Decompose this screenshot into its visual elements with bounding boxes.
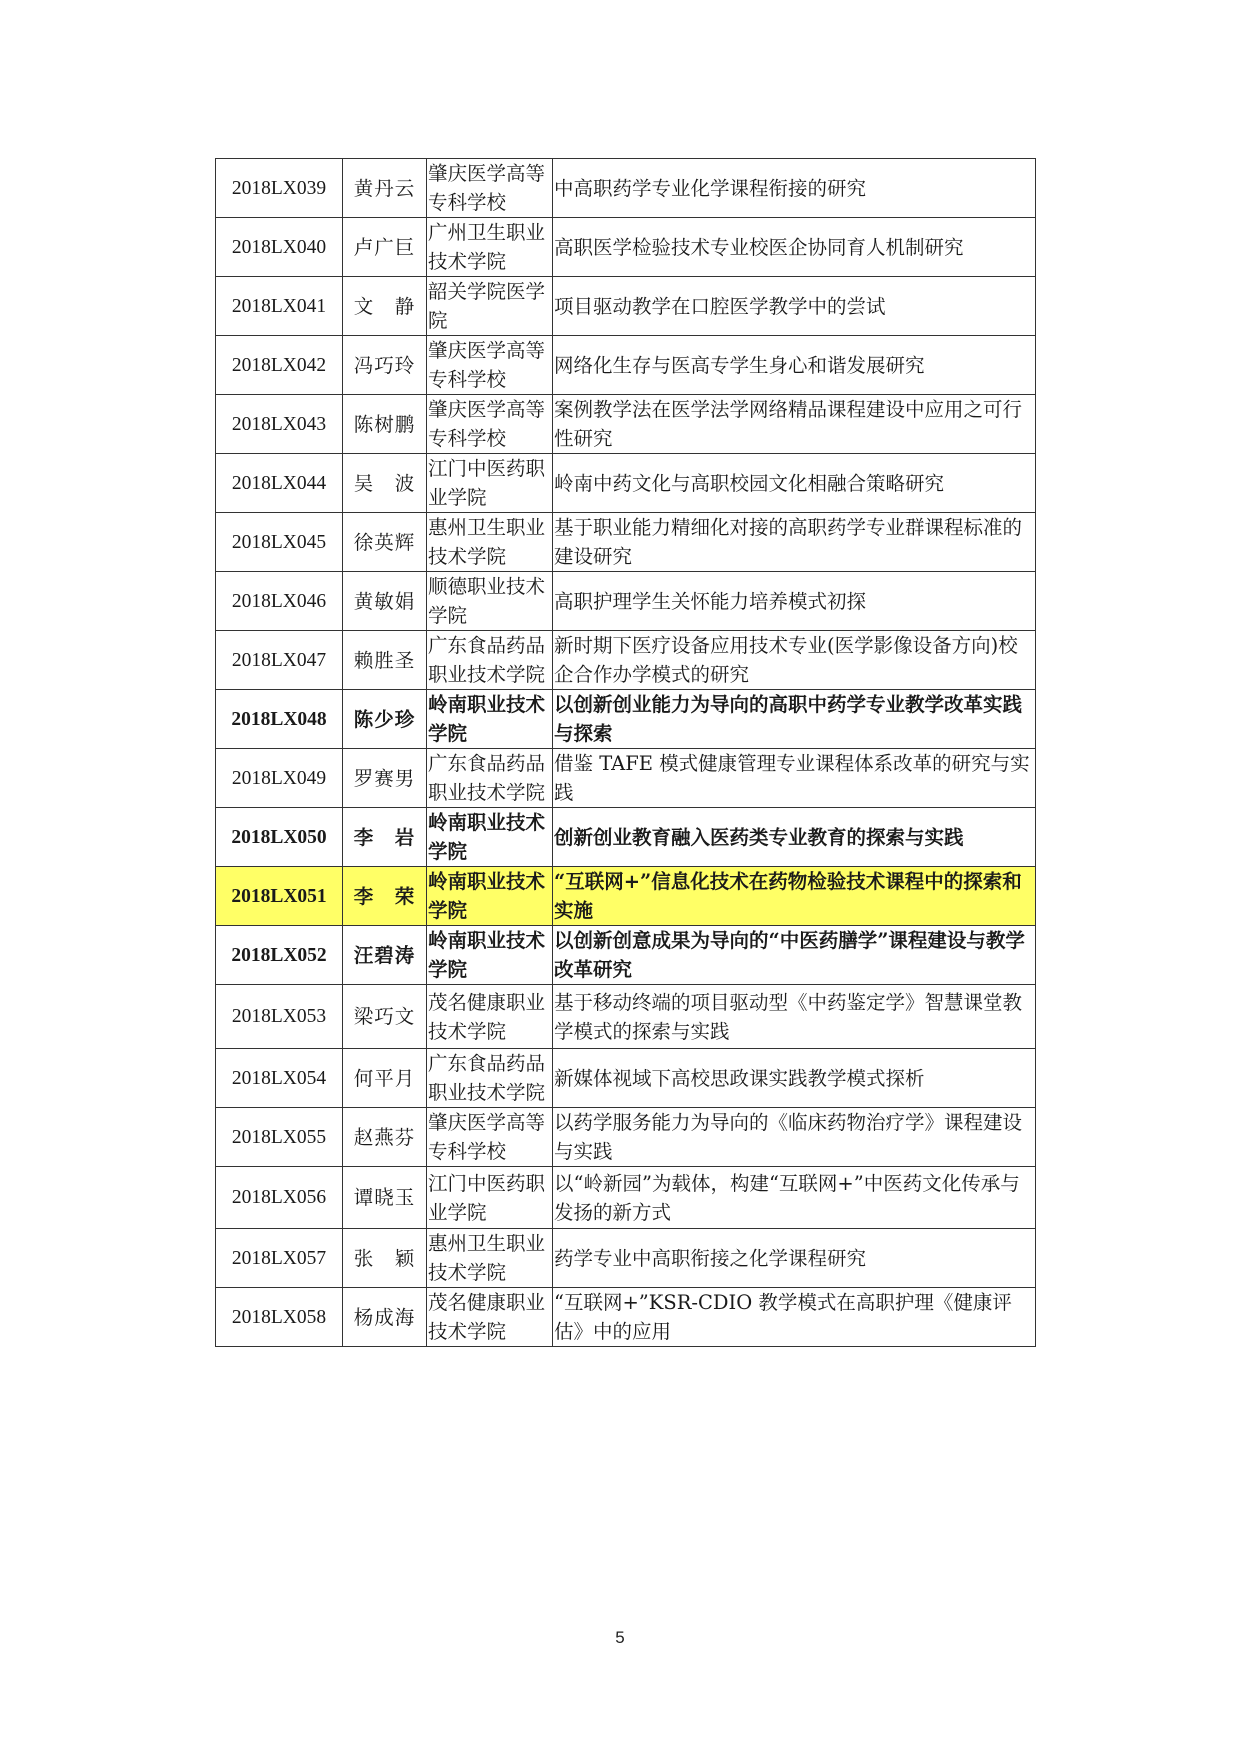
- project-id-cell: 2018LX054: [216, 1049, 343, 1108]
- project-title-cell: 以创新创业能力为导向的高职中药学专业教学改革实践与探索: [553, 690, 1036, 749]
- project-id-cell: 2018LX049: [216, 749, 343, 808]
- project-table: [215, 158, 1036, 1347]
- project-id-cell: 2018LX052: [216, 926, 343, 985]
- school-cell: 肇庆医学高等专科学校: [427, 159, 553, 218]
- project-id-cell: 2018LX039: [216, 159, 343, 218]
- table-row: [216, 336, 1036, 395]
- table-row: [216, 454, 1036, 513]
- project-title-cell: 高职医学检验技术专业校医企协同育人机制研究: [553, 218, 1036, 277]
- table-row: [216, 749, 1036, 808]
- leader-name-cell: 黄丹云: [343, 159, 427, 218]
- school-cell: 顺德职业技术学院: [427, 572, 553, 631]
- school-cell: 岭南职业技术学院: [427, 926, 553, 985]
- project-id-cell: 2018LX050: [216, 808, 343, 867]
- table-row: [216, 690, 1036, 749]
- leader-name-cell: 黄敏娟: [343, 572, 427, 631]
- school-cell: 茂名健康职业技术学院: [427, 985, 553, 1049]
- leader-name-cell: 赖胜圣: [343, 631, 427, 690]
- table-row: [216, 985, 1036, 1049]
- project-title-cell: 创新创业教育融入医药类专业教育的探索与实践: [553, 808, 1036, 867]
- leader-name-cell: 张 颖: [343, 1229, 427, 1288]
- leader-name-cell: 谭晓玉: [343, 1167, 427, 1229]
- project-title-cell: 基于职业能力精细化对接的高职药学专业群课程标准的建设研究: [553, 513, 1036, 572]
- table-row: [216, 1288, 1036, 1347]
- table-row: [216, 159, 1036, 218]
- project-id-cell: 2018LX048: [216, 690, 343, 749]
- leader-name-cell: 赵燕芬: [343, 1108, 427, 1167]
- leader-name-cell: 李 荣: [343, 867, 427, 926]
- leader-name-cell: 吴 波: [343, 454, 427, 513]
- table-row: [216, 808, 1036, 867]
- project-id-cell: 2018LX042: [216, 336, 343, 395]
- project-id-cell: 2018LX043: [216, 395, 343, 454]
- project-id-cell: 2018LX040: [216, 218, 343, 277]
- school-cell: 惠州卫生职业技术学院: [427, 1229, 553, 1288]
- leader-name-cell: 陈树鹏: [343, 395, 427, 454]
- table-row: [216, 572, 1036, 631]
- leader-name-cell: 陈少珍: [343, 690, 427, 749]
- project-id-cell: 2018LX045: [216, 513, 343, 572]
- project-id-cell: 2018LX041: [216, 277, 343, 336]
- project-id-cell: 2018LX047: [216, 631, 343, 690]
- table-row: [216, 1229, 1036, 1288]
- project-id-cell: 2018LX053: [216, 985, 343, 1049]
- page-number: 5: [615, 1628, 625, 1647]
- project-title-cell: 新媒体视域下高校思政课实践教学模式探析: [553, 1049, 1036, 1108]
- table-row: [216, 1049, 1036, 1108]
- table-row: [216, 1167, 1036, 1229]
- table-row: [216, 867, 1036, 926]
- project-title-cell: 借鉴 TAFE 模式健康管理专业课程体系改革的研究与实践: [553, 749, 1036, 808]
- school-cell: 江门中医药职业学院: [427, 1167, 553, 1229]
- project-title-cell: 网络化生存与医高专学生身心和谐发展研究: [553, 336, 1036, 395]
- project-title-cell: 药学专业中高职衔接之化学课程研究: [553, 1229, 1036, 1288]
- school-cell: 韶关学院医学院: [427, 277, 553, 336]
- project-title-cell: “互联网+”KSR-CDIO 教学模式在高职护理《健康评估》中的应用: [553, 1288, 1036, 1347]
- project-id-cell: 2018LX058: [216, 1288, 343, 1347]
- project-title-cell: 以“岭新园”为载体，构建“互联网+”中医药文化传承与发扬的新方式: [553, 1167, 1036, 1229]
- table-row: [216, 395, 1036, 454]
- table-row: [216, 218, 1036, 277]
- project-title-cell: 新时期下医疗设备应用技术专业(医学影像设备方向)校企合作办学模式的研究: [553, 631, 1036, 690]
- school-cell: 广东食品药品职业技术学院: [427, 631, 553, 690]
- school-cell: 岭南职业技术学院: [427, 808, 553, 867]
- school-cell: 岭南职业技术学院: [427, 867, 553, 926]
- project-title-cell: 项目驱动教学在口腔医学教学中的尝试: [553, 277, 1036, 336]
- school-cell: 广东食品药品职业技术学院: [427, 1049, 553, 1108]
- project-id-cell: 2018LX056: [216, 1167, 343, 1229]
- table-row: [216, 926, 1036, 985]
- leader-name-cell: 汪碧涛: [343, 926, 427, 985]
- project-title-cell: 以创新创意成果为导向的“中医药膳学”课程建设与教学改革研究: [553, 926, 1036, 985]
- project-title-cell: 案例教学法在医学法学网络精品课程建设中应用之可行性研究: [553, 395, 1036, 454]
- project-id-cell: 2018LX055: [216, 1108, 343, 1167]
- school-cell: 肇庆医学高等专科学校: [427, 1108, 553, 1167]
- leader-name-cell: 卢广巨: [343, 218, 427, 277]
- project-id-cell: 2018LX044: [216, 454, 343, 513]
- project-title-cell: 以药学服务能力为导向的《临床药物治疗学》课程建设与实践: [553, 1108, 1036, 1167]
- school-cell: 茂名健康职业技术学院: [427, 1288, 553, 1347]
- project-title-cell: 基于移动终端的项目驱动型《中药鉴定学》智慧课堂教学模式的探索与实践: [553, 985, 1036, 1049]
- table-row: [216, 513, 1036, 572]
- table-row: [216, 277, 1036, 336]
- school-cell: 肇庆医学高等专科学校: [427, 395, 553, 454]
- table-row: [216, 631, 1036, 690]
- leader-name-cell: 冯巧玲: [343, 336, 427, 395]
- project-id-cell: 2018LX057: [216, 1229, 343, 1288]
- leader-name-cell: 何平月: [343, 1049, 427, 1108]
- project-table-body: [216, 159, 1036, 1347]
- school-cell: 广东食品药品职业技术学院: [427, 749, 553, 808]
- leader-name-cell: 梁巧文: [343, 985, 427, 1049]
- leader-name-cell: 徐英辉: [343, 513, 427, 572]
- leader-name-cell: 李 岩: [343, 808, 427, 867]
- project-title-cell: “互联网+”信息化技术在药物检验技术课程中的探索和实施: [553, 867, 1036, 926]
- table-row: [216, 1108, 1036, 1167]
- project-title-cell: 中高职药学专业化学课程衔接的研究: [553, 159, 1036, 218]
- school-cell: 江门中医药职业学院: [427, 454, 553, 513]
- project-id-cell: 2018LX046: [216, 572, 343, 631]
- school-cell: 岭南职业技术学院: [427, 690, 553, 749]
- school-cell: 惠州卫生职业技术学院: [427, 513, 553, 572]
- project-title-cell: 岭南中药文化与高职校园文化相融合策略研究: [553, 454, 1036, 513]
- school-cell: 肇庆医学高等专科学校: [427, 336, 553, 395]
- leader-name-cell: 罗赛男: [343, 749, 427, 808]
- leader-name-cell: 杨成海: [343, 1288, 427, 1347]
- project-id-cell: 2018LX051: [216, 867, 343, 926]
- school-cell: 广州卫生职业技术学院: [427, 218, 553, 277]
- project-title-cell: 高职护理学生关怀能力培养模式初探: [553, 572, 1036, 631]
- leader-name-cell: 文 静: [343, 277, 427, 336]
